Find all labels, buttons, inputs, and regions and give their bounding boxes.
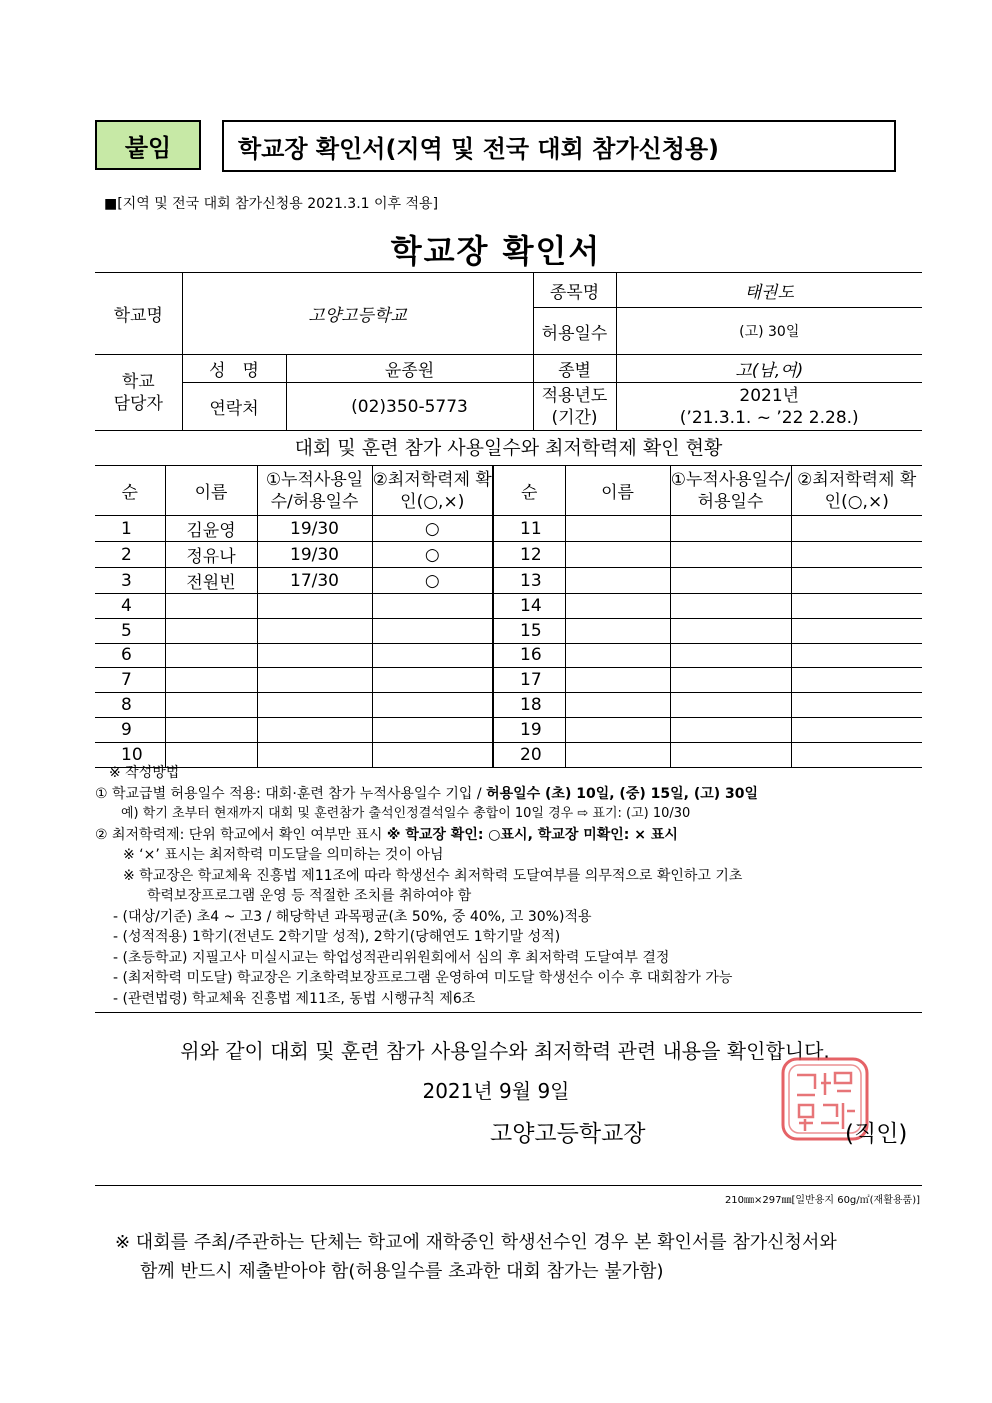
instructions-heading: ※ 작성방법: [109, 765, 180, 781]
row-no-right: 18: [493, 693, 565, 718]
row-days-right: [670, 594, 791, 619]
school-value: 고양고등학교: [182, 273, 533, 355]
row-no-right: 11: [493, 516, 565, 542]
row-check-right: [791, 568, 922, 594]
col-days-left: ①누적사용일수/허용일수: [257, 466, 372, 516]
table-row: [95, 618, 922, 643]
row-no-left: 1: [95, 516, 165, 542]
table-row: [95, 568, 922, 594]
note-line: 학력보장프로그램 운영 등 적절한 조치를 취하여야 함: [147, 888, 472, 904]
row-days-right: [670, 693, 791, 718]
note-line: - (대상/기준) 초4 ~ 고3 / 해당학년 과목평균(초 50%, 중 40%, 고 30%)적용: [113, 908, 592, 925]
row-days-left: 17/30: [257, 568, 372, 594]
row-days-left: [257, 693, 372, 718]
row-days-right: [670, 668, 791, 693]
info-table: [95, 272, 922, 431]
row-name-left: 정유나: [165, 542, 257, 568]
row-no-left: 6: [95, 643, 165, 668]
attachment-badge: 붙임: [95, 120, 201, 170]
footer-line1: ※ 대회를 주최/주관하는 단체는 학교에 재학중인 학생선수인 경우 본 확인서를 참가신청서와: [115, 1232, 837, 1253]
row-check-right: [791, 693, 922, 718]
row-check-right: [791, 668, 922, 693]
row-no-right: 14: [493, 594, 565, 619]
type-label: 종별: [533, 355, 616, 383]
row-name-left: [165, 717, 257, 742]
type-value: 고(남,여): [616, 355, 922, 383]
note-line: [95, 784, 922, 805]
note-line: - (초등학교) 지필고사 미실시교는 학업성적관리위원회에서 심의 후 최저학력 도달여부 결정: [113, 949, 670, 966]
name-label: 성 명: [182, 355, 286, 383]
confirmation-date: 2021년 9월 9일: [422, 1079, 570, 1103]
row-days-left: [257, 643, 372, 668]
row-name-left: [165, 618, 257, 643]
col-name-right: 이름: [565, 466, 670, 516]
event-value: 태권도: [616, 273, 922, 308]
row-days-left: 19/30: [257, 516, 372, 542]
row-days-right: [670, 568, 791, 594]
row-check-right: [791, 594, 922, 619]
row-days-right: [670, 542, 791, 568]
contact-value: (02)350-5773: [286, 383, 533, 431]
row-no-left: 7: [95, 668, 165, 693]
staff-label: [95, 355, 182, 431]
paper-size-note: 210㎜×297㎜[일반용지 60g/㎡(재활용품)]: [724, 1195, 920, 1206]
col-no-right: 순: [493, 466, 565, 516]
row-check-left: ○: [372, 568, 493, 594]
row-no-right: 19: [493, 717, 565, 742]
row-no-right: 16: [493, 643, 565, 668]
table-row: [95, 717, 922, 742]
seal-signature-label: (직인): [845, 1121, 908, 1147]
col-check-right: ②최저학력제 확인(○,×): [791, 466, 922, 516]
row-no-left: 8: [95, 693, 165, 718]
col-check-left: ②최저학력제 확인(○,×): [372, 466, 493, 516]
row-check-left: [372, 618, 493, 643]
row-no-left: 3: [95, 568, 165, 594]
event-label: 종목명: [533, 273, 616, 308]
row-name-left: 전원빈: [165, 568, 257, 594]
note-line: [95, 825, 922, 846]
col-days-right: ①누적사용일수/ 허용일수: [670, 466, 791, 516]
note-line: ※ ‘×’ 표시는 최저학력 미도달을 의미하는 것이 아님: [123, 847, 444, 863]
row-days-left: [257, 618, 372, 643]
row-check-left: [372, 594, 493, 619]
row-check-right: [791, 542, 922, 568]
table-row: [95, 516, 922, 542]
table-row: [95, 668, 922, 693]
row-name-right: [565, 668, 670, 693]
row-check-left: ○: [372, 542, 493, 568]
row-name-left: [165, 668, 257, 693]
athlete-table: [95, 465, 922, 768]
principal-name: 고양고등학교장: [490, 1121, 646, 1147]
footer-note: [115, 1228, 837, 1286]
row-check-left: [372, 668, 493, 693]
document-title: 학교장 확인서: [390, 232, 602, 270]
note-line: - (성적적용) 1학기(전년도 2학기말 성적), 2학기(당해연도 1학기말 성적): [113, 929, 561, 945]
row-check-right: [791, 516, 922, 542]
staff-label-line2: 담당자: [113, 393, 163, 414]
notes-bottom-rule: [95, 1012, 922, 1013]
row-days-left: [257, 717, 372, 742]
row-name-right: [565, 542, 670, 568]
instructions: [95, 763, 922, 1009]
row-name-left: 김윤영: [165, 516, 257, 542]
school-label: 학교명: [95, 273, 182, 355]
row-days-left: 19/30: [257, 542, 372, 568]
row-name-left: [165, 693, 257, 718]
year-label: [533, 383, 616, 431]
table-row: [95, 693, 922, 718]
row-no-right: 12: [493, 542, 565, 568]
allowed-days-value: (고) 30일: [616, 308, 922, 355]
row-name-left: [165, 643, 257, 668]
table-row: [95, 643, 922, 668]
row-no-right: 17: [493, 668, 565, 693]
row-no-right: 20: [493, 742, 565, 767]
row-days-right: [670, 516, 791, 542]
note-line: ※ 학교장은 학교체육 진흥법 제11조에 따라 학생선수 최저학력 도달여부를 의무적으로 확인하고 기초: [123, 867, 743, 884]
row-no-right: 13: [493, 568, 565, 594]
col-no-left: 순: [95, 466, 165, 516]
row-no-left: 2: [95, 542, 165, 568]
table-row: [95, 542, 922, 568]
confirmation-statement: 위와 같이 대회 및 훈련 참가 사용일수와 최저학력 관련 내용을 확인합니다.: [180, 1039, 830, 1063]
row-name-right: [565, 618, 670, 643]
row-check-left: [372, 693, 493, 718]
year-label-line2: (기간): [551, 407, 598, 428]
row-check-left: ○: [372, 516, 493, 542]
year-label-line1: 적용년도: [541, 385, 608, 406]
name-value: 윤종원: [286, 355, 533, 383]
row-days-right: [670, 717, 791, 742]
footer-line2: 함께 반드시 제출받아야 함(허용일수를 초과한 대회 참가는 불가함): [140, 1261, 664, 1282]
row-no-left: 4: [95, 594, 165, 619]
row-check-left: [372, 643, 493, 668]
row-name-right: [565, 568, 670, 594]
row-check-left: [372, 717, 493, 742]
row-check-right: [791, 717, 922, 742]
row-name-right: [565, 516, 670, 542]
row-name-right: [565, 594, 670, 619]
note-text: ② 최저학력제: 단위 학교에서 확인 여부만 표시: [95, 826, 387, 843]
row-days-left: [257, 594, 372, 619]
note-line: - (관련법령) 학교체육 진흥법 제11조, 동법 시행규칙 제6조: [113, 990, 476, 1007]
row-no-left: 10: [95, 742, 165, 767]
row-no-left: 5: [95, 618, 165, 643]
allowed-days-label: 허용일수: [533, 308, 616, 355]
note-text: ① 학교급별 허용일수 적용: 대회·훈련 참가 누적사용일수 기입 /: [95, 785, 487, 802]
row-no-left: 9: [95, 717, 165, 742]
row-name-right: [565, 643, 670, 668]
footer-rule: [95, 1185, 922, 1186]
staff-label-line1: 학교: [121, 371, 155, 392]
note-bold-text: 허용일수 (초) 10일, (중) 15일, (고) 30일: [486, 785, 759, 802]
col-name-left: 이름: [165, 466, 257, 516]
row-name-left: [165, 594, 257, 619]
header-title: 학교장 확인서(지역 및 전국 대회 참가신청용): [222, 120, 896, 172]
row-name-right: [565, 693, 670, 718]
note-line: 예) 학기 초부터 현재까지 대회 및 훈련참가 출석인정결석일수 총합이 10일 경우 ⇨ 표기: (고) 10/30: [121, 806, 691, 821]
row-days-right: [670, 643, 791, 668]
note-line: - (최저학력 미도달) 학교장은 기초학력보장프로그램 운영하여 미도달 학생선수 이수 후 대회참가 가능: [113, 970, 733, 986]
period-value: (’21.3.1. ~ ’22 2.28.): [679, 407, 859, 428]
section-title: 대회 및 훈련 참가 사용일수와 최저학력제 확인 현황: [294, 437, 723, 459]
row-no-right: 15: [493, 618, 565, 643]
note-bold-text: ※ 학교장 확인: ○표시, 학교장 미확인: × 표시: [386, 826, 678, 843]
row-days-left: [257, 668, 372, 693]
contact-label: 연락처: [182, 383, 286, 431]
year-value-main: 2021년: [739, 385, 800, 406]
row-check-right: [791, 618, 922, 643]
row-days-right: [670, 618, 791, 643]
year-value: [616, 383, 922, 431]
table-row: [95, 594, 922, 619]
row-name-right: [565, 717, 670, 742]
notice-line: ■[지역 및 전국 대회 참가신청용 2021.3.1 이후 적용]: [104, 196, 439, 212]
row-check-right: [791, 643, 922, 668]
